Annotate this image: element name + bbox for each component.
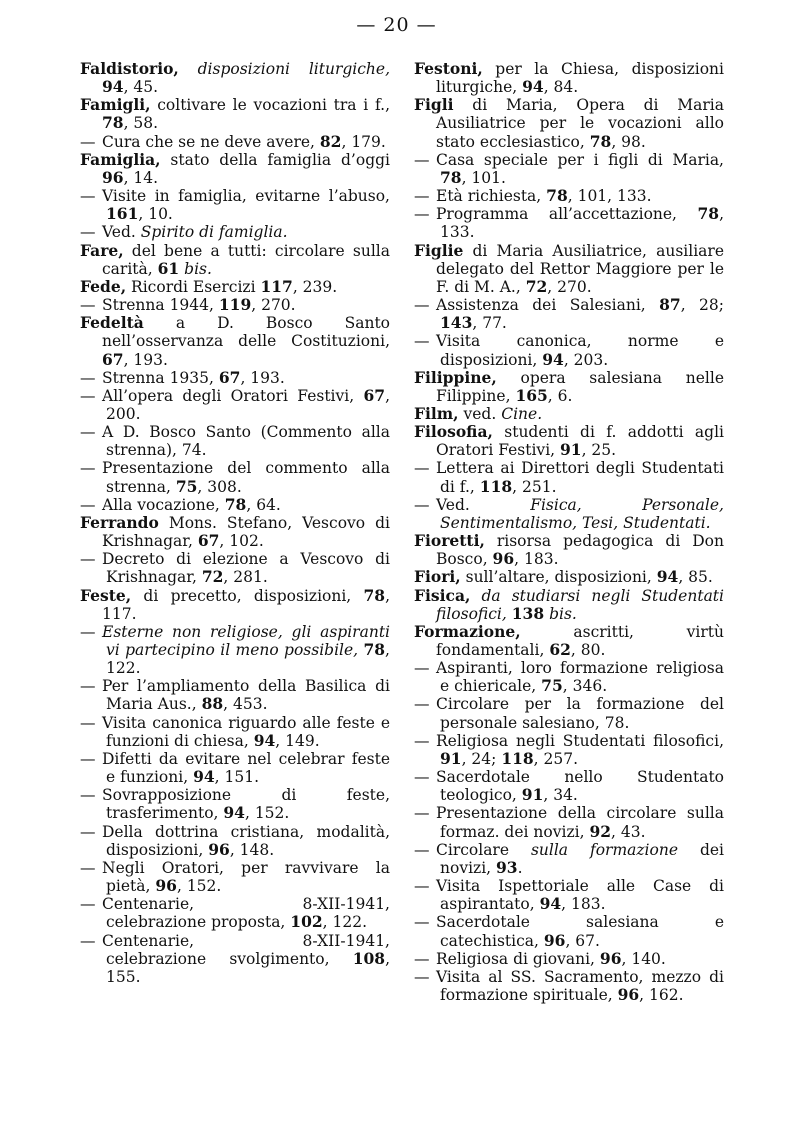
entry-text: , 183. (561, 895, 606, 914)
entry-text: 87 (659, 295, 681, 315)
entry-text: studenti di f. addotti agli Oratori Festivi, (436, 423, 724, 460)
entry-text: 67 (102, 349, 124, 369)
entry-text: , 80. (570, 641, 606, 659)
entry-text: 67 (197, 531, 220, 551)
index-subentry (414, 659, 724, 695)
entry-text: , 179. (341, 132, 386, 151)
index-entry (414, 568, 724, 586)
entry-text: 82 (319, 131, 342, 151)
entry-text: 91 (521, 785, 544, 805)
subentry-dash: — (414, 695, 430, 714)
entry-text: 118 (501, 748, 534, 768)
entry-text: 96 (617, 984, 640, 1004)
index-subentry (80, 387, 390, 423)
entry-text: Circolare (436, 840, 531, 859)
entry-text: 94 (102, 77, 124, 97)
entry-text: , 64. (246, 495, 281, 514)
entry-text: Ved. (102, 223, 141, 242)
entry-text: Cine. (501, 404, 543, 423)
entry-text: , 151. (214, 768, 260, 787)
entry-text: risorsa pedagogica di Don Bosco, (436, 532, 724, 569)
entry-text: 72 (201, 567, 224, 587)
entry-text: 61 (157, 258, 180, 278)
entry-text: All’opera degli Oratori Festivi, (102, 386, 364, 405)
entry-text: 143 (440, 313, 473, 333)
index-subentry (414, 459, 724, 495)
subentry-dash: — (80, 786, 96, 805)
entry-text: per la Chiesa, disposizioni liturgiche, (436, 60, 724, 97)
entry-text: di precetto, disposizioni, (131, 586, 364, 605)
index-subentry (414, 332, 724, 368)
entry-text: Festoni, (414, 59, 483, 78)
index-subentry (80, 133, 390, 151)
entry-text: Spirito di famiglia. (140, 223, 288, 242)
entry-text: 91 (560, 440, 582, 460)
entry-text: 94 (522, 77, 544, 97)
index-entry (80, 514, 390, 550)
entry-text: Filippine, (414, 367, 497, 387)
subentry-dash: — (414, 659, 430, 678)
entry-text: Visite in famiglia, evitarne l’abuso, (102, 187, 390, 206)
subentry-dash: — (80, 749, 96, 768)
index-subentry (414, 151, 724, 187)
entry-text: , 43. (611, 822, 646, 841)
entry-text: , 162. (639, 985, 684, 1004)
index-subentry (414, 695, 724, 731)
index-subentry (80, 895, 390, 931)
index-subentry (414, 732, 724, 768)
entry-text: , 28; (680, 296, 724, 315)
entry-text: Difetti da evitare nel celebrar feste e funzioni, (102, 749, 390, 787)
index-subentry (80, 496, 390, 514)
entry-text: , 155. (106, 949, 390, 986)
entry-text: Cura che se ne deve avere, (102, 132, 320, 151)
entry-text: 67 (363, 385, 386, 405)
index-entry (414, 423, 724, 459)
entry-text: Età richiesta, (436, 187, 547, 206)
entry-text: , 148. (229, 840, 275, 859)
index-entry (80, 96, 390, 132)
entry-text: Ved. (436, 495, 531, 514)
page-number: — 20 — (356, 14, 437, 36)
entry-text: dei novizi, (440, 840, 724, 877)
index-subentry (414, 877, 724, 913)
index-column-left (80, 60, 390, 986)
entry-text: opera salesiana nelle Filippine, (436, 368, 724, 405)
entry-text: Feste, (80, 585, 132, 605)
entry-text: , 140. (621, 949, 666, 968)
index-subentry (414, 296, 724, 332)
subentry-dash: — (80, 223, 96, 242)
entry-text: Casa speciale per i figli di Maria, (436, 150, 724, 169)
subentry-dash: — (414, 205, 430, 224)
index-subentry (80, 823, 390, 859)
subentry-dash: — (80, 713, 96, 732)
subentry-dash: — (80, 495, 96, 514)
entry-text: 78 (102, 113, 124, 133)
entry-text: di Maria, Opera di Maria Ausiliatrice per le vocazioni allo stato ecclesiastico, (436, 96, 724, 151)
entry-text: Fede, (80, 276, 127, 296)
entry-text: Centenarie, 8-XII-1941, celebrazione svolgimento, (102, 931, 390, 968)
entry-text: bis. (549, 604, 577, 623)
index-subentry (80, 550, 390, 586)
entry-text: 119 (218, 295, 252, 315)
subentry-dash: — (414, 949, 430, 968)
entry-text: bis. (184, 259, 212, 278)
entry-text: , 193. (240, 368, 285, 387)
entry-text: , 152. (176, 877, 222, 896)
entry-text: Presentazione della circolare sulla formaz. dei novizi, (436, 804, 724, 841)
entry-text: 118 (479, 476, 513, 496)
entry-text: 72 (525, 276, 548, 296)
entry-text: coltivare le vocazioni tra i f., (150, 96, 390, 115)
subentry-dash: — (80, 386, 96, 405)
entry-text (179, 60, 198, 78)
index-subentry (80, 932, 390, 986)
entry-text: Centenarie, 8-XII-1941, celebrazione proposta, (102, 895, 390, 932)
subentry-dash: — (414, 332, 430, 351)
index-entry (80, 314, 390, 368)
entry-text: Visita al SS. Sacramento, mezzo di formazione spirituale, (436, 967, 724, 1004)
subentry-dash: — (414, 913, 430, 932)
entry-text: , 453. (223, 695, 268, 714)
entry-text: , 77. (472, 314, 507, 333)
entry-text: Famiglia, (80, 149, 161, 169)
entry-text: , 122. (106, 641, 390, 678)
subentry-dash: — (414, 877, 430, 896)
entry-text: Circolare per la formazione del personale salesiano, 78. (436, 695, 724, 732)
entry-text: , 308. (197, 477, 242, 496)
entry-text: 78 (697, 204, 720, 224)
entry-text: Film, (414, 403, 459, 423)
entry-text: , 14. (123, 168, 159, 187)
index-entry (414, 623, 724, 659)
entry-text: , 84. (543, 78, 579, 97)
entry-text: 94 (542, 349, 564, 369)
entry-text: , 257. (533, 749, 579, 768)
subentry-dash: — (80, 677, 96, 696)
index-subentry (80, 714, 390, 750)
subentry-dash: — (414, 150, 430, 169)
entry-text: , 251. (512, 477, 557, 496)
index-subentry (80, 223, 390, 241)
entry-text: , 85. (678, 568, 713, 587)
entry-text: 94 (193, 767, 215, 787)
entry-text: Famigli, (80, 95, 151, 115)
entry-text: Filosofia, (414, 422, 493, 442)
entry-text: 91 (440, 748, 462, 768)
entry-text: 78 (546, 186, 568, 206)
entry-text: Figli (414, 95, 454, 115)
subentry-dash: — (80, 459, 96, 478)
entry-text: , 117. (102, 586, 390, 623)
index-subentry (80, 677, 390, 713)
index-entry (414, 587, 724, 623)
index-subentry (80, 786, 390, 822)
entry-text: Alla vocazione, (102, 495, 225, 514)
entry-text: 165 (515, 385, 548, 405)
entry-text: Fisica, (414, 585, 471, 605)
index-subentry (80, 859, 390, 895)
entry-text: Negli Oratori, per ravvivare la pietà, (102, 858, 390, 896)
entry-text: Visita Ispettoriale alle Case di aspirantato, (436, 877, 724, 914)
index-subentry (414, 913, 724, 949)
entry-text: . (517, 858, 523, 877)
entry-text: , 98. (611, 132, 646, 151)
entry-text: 78 (589, 131, 612, 151)
entry-text: A D. Bosco Santo (Commento alla strenna), 74. (102, 423, 390, 460)
entry-text: Visita canonica, norme e disposizioni, (436, 332, 724, 369)
entry-text: 75 (541, 676, 563, 696)
index-subentry (80, 750, 390, 786)
index-entry (414, 369, 724, 405)
entry-text: Sovrapposizione di feste, trasferimento, (102, 786, 390, 823)
entry-text: Figlie (414, 240, 464, 260)
entry-text: Aspiranti, loro formazione religiosa e chiericale, (436, 659, 724, 696)
entry-text: 161 (106, 204, 139, 224)
entry-text: Decreto di elezione a Vescovo di Krishnagar, (102, 550, 390, 587)
entry-text: da studiarsi negli Studentati filosofici, (436, 586, 724, 623)
entry-text: Strenna 1935, (102, 368, 219, 387)
index-entry (414, 96, 724, 150)
index-entry (414, 532, 724, 568)
entry-text: 92 (589, 821, 612, 841)
entry-text: , 133. (440, 205, 724, 242)
entry-text: , 152. (244, 804, 290, 823)
entry-text: 78 (440, 167, 462, 187)
entry-text: Sacerdotale salesiana e catechistica, (436, 913, 724, 950)
entry-text: Lettera ai Direttori degli Studentati di f., (436, 459, 724, 496)
index-subentry (80, 187, 390, 223)
index-subentry (414, 187, 724, 205)
entry-text: 94 (253, 730, 276, 750)
entry-text: , 200. (106, 386, 390, 423)
entry-text: , 34. (543, 786, 578, 805)
entry-text: , 346. (562, 677, 608, 696)
entry-text: a D. Bosco Santo nell’osservanza delle Costituzioni, (102, 314, 390, 351)
entry-text: , 149. (275, 731, 320, 750)
entry-text: , 183. (514, 550, 559, 569)
entry-text: , 10. (138, 205, 173, 224)
entry-text: 75 (175, 476, 198, 496)
subentry-dash: — (414, 459, 430, 478)
entry-text: 94 (539, 894, 562, 914)
index-entry (80, 151, 390, 187)
entry-text: , 102. (219, 532, 264, 551)
subentry-dash: — (80, 895, 96, 914)
entry-text: Fare, (80, 240, 124, 260)
entry-text: , 193. (123, 350, 168, 369)
subentry-dash: — (414, 731, 430, 750)
entry-text: Per l’ampliamento della Basilica di Maria Aus., (102, 677, 390, 714)
entry-text: , 203. (563, 350, 609, 369)
entry-text: Della dottrina cristiana, modalità, disposizioni, (102, 822, 390, 859)
entry-text: , 281. (223, 568, 268, 587)
subentry-dash: — (414, 495, 430, 514)
entry-text: di Maria Ausiliatrice, ausiliare delegato del Rettor Maggiore per le F. di M. A., (436, 241, 724, 296)
entry-text: stato della famiglia d’oggi (160, 150, 390, 169)
index-entry (80, 278, 390, 296)
entry-text: 78 (224, 494, 247, 514)
entry-text: Faldistorio, (80, 59, 179, 78)
entry-text: Fisica, Personale, Sentimentalismo, Tesi, Studentati. (440, 495, 724, 532)
entry-text: , 270. (547, 277, 592, 296)
entry-text: 96 (208, 839, 230, 859)
entry-text: Programma all’accettazione, (436, 205, 698, 224)
subentry-dash: — (80, 423, 96, 442)
entry-text: Presentazione del commento alla strenna, (102, 459, 390, 496)
entry-text: Fioretti, (414, 531, 485, 551)
entry-text: ved. (458, 404, 502, 423)
subentry-dash: — (80, 858, 96, 877)
entry-text: 96 (492, 549, 515, 569)
entry-text: 108 (352, 948, 386, 968)
subentry-dash: — (80, 931, 96, 950)
entry-text: 117 (260, 276, 293, 296)
subentry-dash: — (80, 187, 96, 206)
index-entry (80, 587, 390, 623)
entry-text: , 67. (565, 931, 600, 950)
entry-text: Esterne non religiose, gli aspiranti vi partecipino il meno possibile, (102, 622, 390, 659)
index-subentry (414, 968, 724, 1004)
index-subentry (80, 623, 390, 677)
entry-text: 78 (363, 640, 386, 659)
index-subentry (80, 423, 390, 459)
subentry-dash: — (414, 840, 430, 859)
index-entry (414, 60, 724, 96)
entry-text (470, 587, 481, 605)
index-entry (80, 242, 390, 278)
entry-text: , 25. (581, 441, 617, 460)
entry-text: del bene a tutti: circolare sulla carità, (102, 241, 390, 278)
entry-text: Ferrando (80, 512, 159, 532)
subentry-dash: — (80, 368, 96, 387)
subentry-dash: — (414, 187, 430, 206)
entry-text: , 6. (547, 386, 573, 405)
entry-text: Mons. Stefano, Vescovo di Krishnagar, (102, 513, 390, 551)
subentry-dash: — (80, 550, 96, 569)
entry-text: , 122. (322, 913, 368, 932)
entry-text: 78 (363, 585, 386, 605)
entry-text: 62 (549, 640, 571, 659)
index-entry (414, 242, 724, 296)
index-subentry (80, 459, 390, 495)
index-subentry (414, 841, 724, 877)
index-subentry (80, 296, 390, 314)
subentry-dash: — (80, 622, 96, 641)
index-subentry (414, 768, 724, 804)
entry-text: Strenna 1944, (102, 296, 219, 315)
entry-text: 96 (543, 930, 566, 950)
subentry-dash: — (414, 804, 430, 823)
entry-text: ascritti, virtù fondamentali, (436, 622, 724, 659)
entry-text: 96 (599, 948, 622, 968)
entry-text: 88 (201, 694, 224, 714)
entry-text: , 101. (461, 168, 506, 187)
entry-text: 102 (290, 912, 323, 932)
entry-text: disposizioni liturgiche, (197, 60, 390, 78)
entry-text: Formazione, (414, 621, 521, 641)
entry-text: Religiosa negli Studentati filosofici, (436, 731, 724, 750)
entry-text: Fiori, (414, 567, 461, 587)
entry-text: Fedeltà (80, 313, 144, 333)
entry-text: 96 (155, 876, 177, 896)
index-subentry (414, 804, 724, 840)
index-column-right (414, 60, 724, 1004)
entry-text: sulla formazione (530, 840, 679, 859)
subentry-dash: — (80, 822, 96, 841)
entry-text: , 58. (123, 114, 159, 133)
index-subentry (414, 496, 724, 532)
entry-text: , 101, 133. (567, 187, 652, 206)
subentry-dash: — (414, 967, 430, 986)
subentry-dash: — (414, 768, 430, 787)
entry-text: , 270. (251, 296, 296, 315)
entry-text: 94 (656, 567, 679, 587)
subentry-dash: — (80, 132, 96, 151)
index-entry (80, 60, 390, 96)
index-entry (414, 405, 724, 423)
entry-text: Religiosa di giovani, (436, 949, 600, 968)
entry-text: 67 (218, 367, 241, 387)
entry-text: Visita canonica riguardo alle feste e funzioni di chiesa, (102, 713, 390, 750)
index-subentry (414, 950, 724, 968)
entry-text: Sacerdotale nello Studentato teologico, (436, 768, 724, 805)
index-subentry (80, 369, 390, 387)
entry-text: 138 (511, 603, 545, 623)
entry-text: 93 (496, 857, 518, 877)
entry-text: , 239. (292, 277, 338, 296)
subentry-dash: — (80, 296, 96, 315)
entry-text: Ricordi Esercizi (126, 277, 261, 296)
subentry-dash: — (414, 296, 430, 315)
entry-text: 96 (102, 167, 124, 187)
entry-text: 94 (223, 803, 245, 823)
entry-text: , 45. (123, 78, 159, 97)
entry-text: Assistenza dei Salesiani, (436, 296, 660, 315)
entry-text: sull’altare, disposizioni, (460, 568, 657, 587)
entry-text: , 24; (461, 749, 502, 768)
index-subentry (414, 205, 724, 241)
